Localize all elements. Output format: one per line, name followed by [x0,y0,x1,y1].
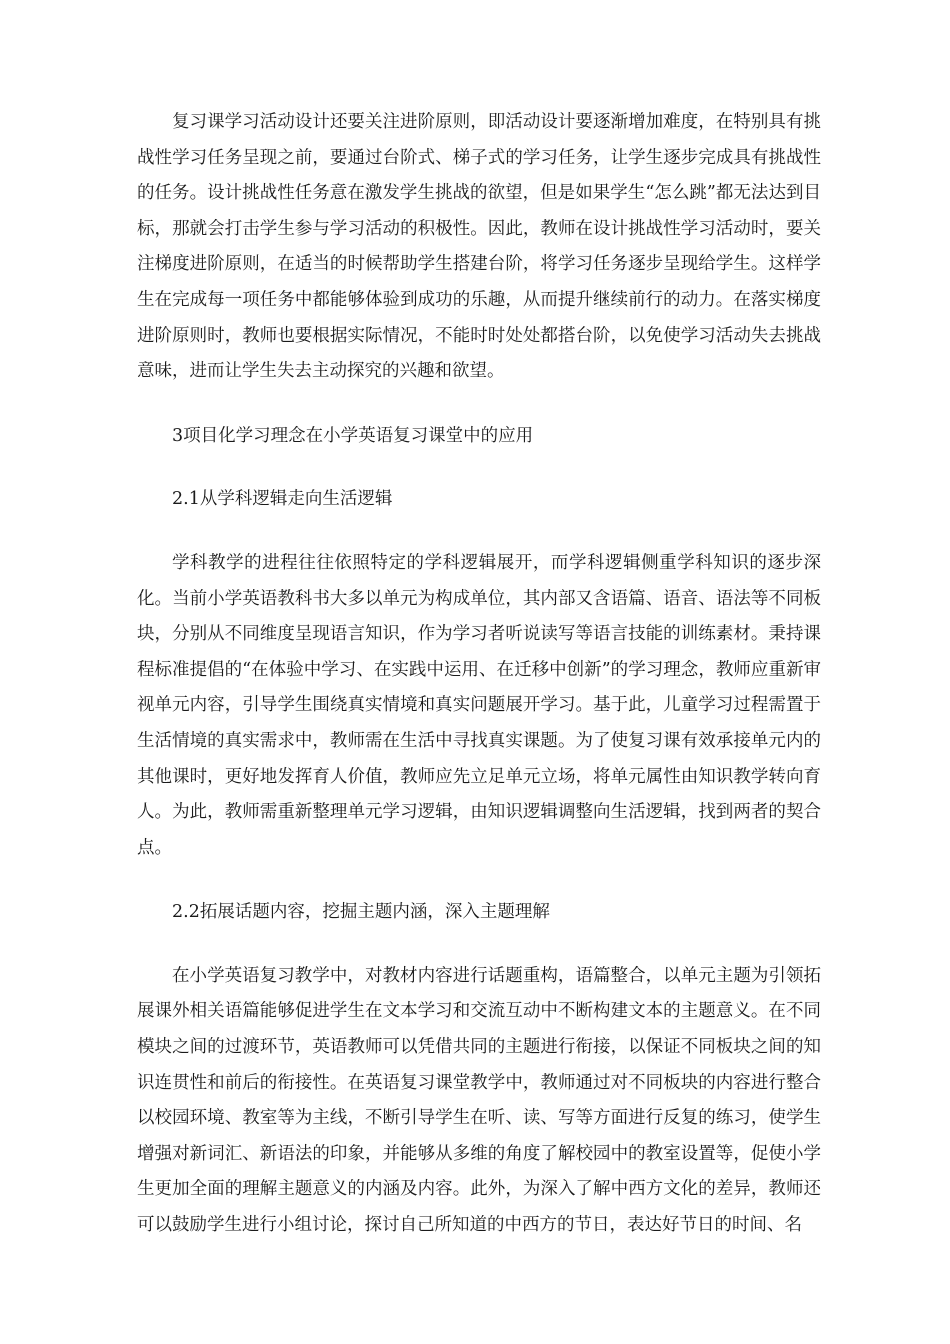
paragraph-progression-principle: 复习课学习活动设计还要关注进阶原则，即活动设计要逐渐增加难度，在特别具有挑战性学习任务呈现之前，要通过台阶式、梯子式的学习任务，让学生逐步完成具有挑战性的任务。设计挑战性任务意在激发学生挑战的欲望，但是如果学生“怎么跳”都无法达到目标，那就会打击学生参与学习活动的积极性。因此，教师在设计挑战性学习活动时，要关注梯度进阶原则，在适当的时候帮助学生搭建台阶，将学习任务逐步呈现给学生。这样学生在完成每一项任务中都能够体验到成功的乐趣，从而提升继续前行的动力。在落实梯度进阶原则时，教师也要根据实际情况，不能时时处处都搭台阶，以免使学习活动失去挑战意味，进而让学生失去主动探究的兴趣和欲望。 [137,112,821,382]
section-heading-2-1: 2.1从学科逻辑走向生活逻辑 [172,489,393,510]
paragraph-subject-to-life-logic: 学科教学的进程往往依照特定的学科逻辑展开，而学科逻辑侧重学科知识的逐步深化。当前小学英语教科书大多以单元为构成单位，其内部又含语篇、语音、语法等不同板块，分别从不同维度呈现语言知识，作为学习者听说读写等语言技能的训练素材。秉持课程标准提倡的“在体验中学习、在实践中运用、在迁移中创新”的学习理念，教师应重新审视单元内容，引导学生围绕真实情境和真实问题展开学习。基于此，儿童学习过程需置于生活情境的真实需求中，教师需在生活中寻找真实课题。为了使复习课有效承接单元内的其他课时，更好地发挥育人价值，教师应先立足单元立场，将单元属性由知识教学转向育人。为此，教师需重新整理单元学习逻辑，由知识逻辑调整向生活逻辑，找到两者的契合点。 [137,552,821,858]
section-heading-3: 3项目化学习理念在小学英语复习课堂中的应用 [172,425,534,446]
document-body [137,105,821,1244]
paragraph-topic-expansion: 在小学英语复习教学中，对教材内容进行话题重构，语篇整合，以单元主题为引领拓展课外相关语篇能够促进学生在文本学习和交流互动中不断构建文本的主题意义。在不同模块之间的过渡环节，英语教师可以凭借共同的主题进行衔接，以保证不同板块之间的知识连贯性和前后的衔接性。在英语复习课堂教学中，教师通过对不同板块的内容进行整合以校园环境、教室等为主线，不断引导学生在听、读、写等方面进行反复的练习，使学生增强对新词汇、新语法的印象，并能够从多维的角度了解校园中的教室设置等，促使小学生更加全面的理解主题意义的内涵及内容。此外，为深入了解中西方文化的差异，教师还可以鼓励学生进行小组讨论，探讨自己所知道的中西方的节日，表达好节日的时间、名 [137,965,821,1236]
section-heading-2-2: 2.2拓展话题内容，挖掘主题内涵，深入主题理解 [172,902,550,923]
